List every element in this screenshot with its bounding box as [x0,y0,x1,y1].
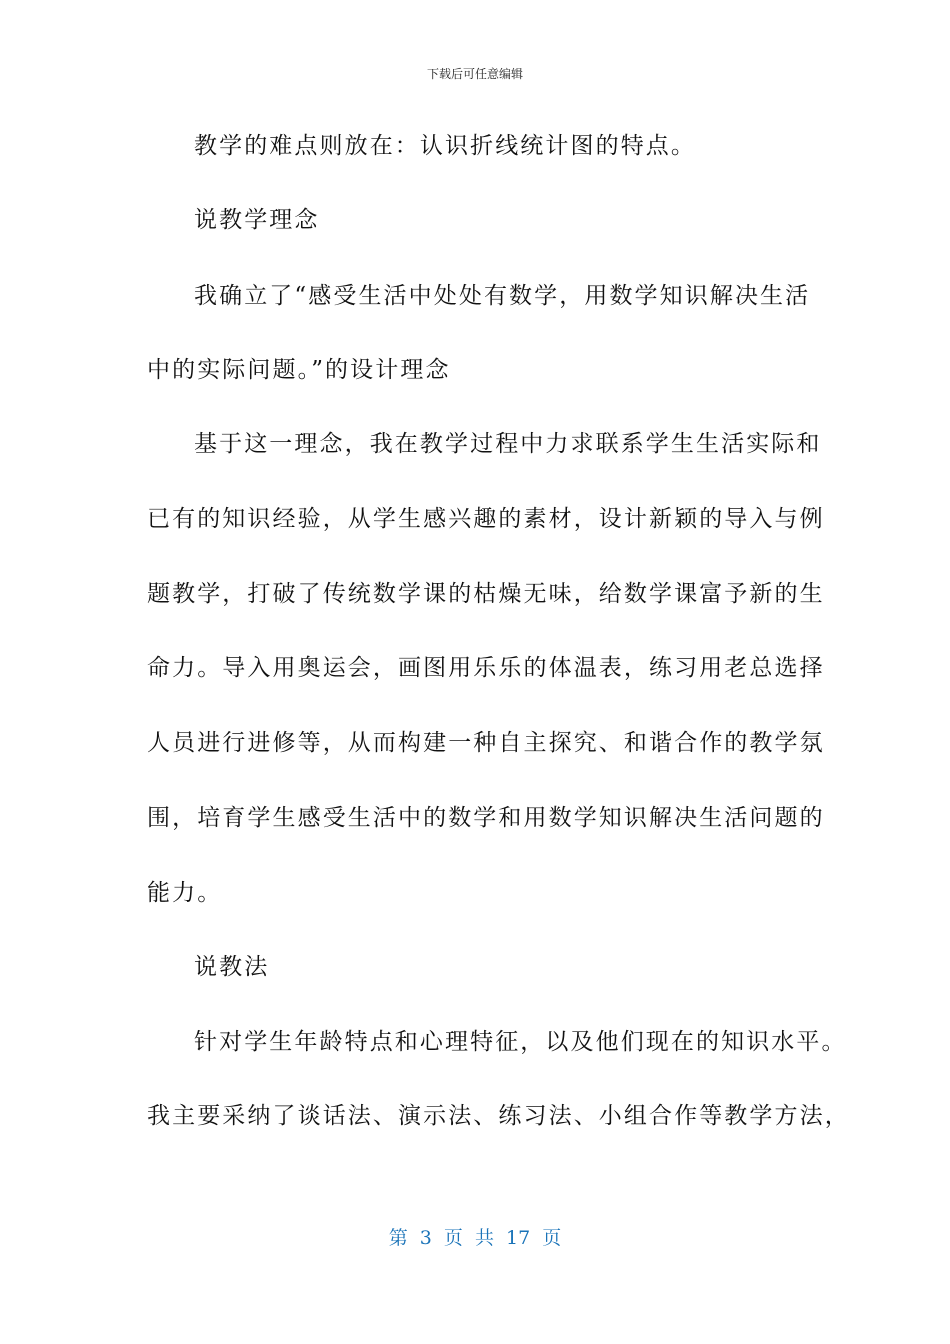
paragraph-line: 中的实际问题。”的设计理念 [147,357,451,383]
paragraph-line: 能力。 [147,880,223,906]
paragraph-line: 围，培育学生感受生活中的数学和用数学知识解决生活问题的 [147,805,825,831]
paragraph-line: 命力。导入用奥运会，画图用乐乐的体温表，练习用老总选择 [147,655,825,681]
section-heading: 说教学理念 [194,207,320,233]
paragraph-line: 我确立了“感受生活中处处有数学，用数学知识解决生活 [194,283,811,309]
page-number-footer: 第 3 页 共 17 页 [388,1227,562,1249]
section-heading: 说教法 [194,954,270,980]
paragraph-line: 针对学生年龄特点和心理特征，以及他们现在的知识水平。 [194,1029,847,1055]
paragraph-line: 人员进行进修等，从而构建一种自主探究、和谐合作的教学氛 [147,730,825,756]
paragraph-line: 已有的知识经验，从学生感兴趣的素材，设计新颖的导入与例 [147,506,825,532]
page-header: 下载后可任意编辑 [426,67,523,81]
paragraph-line: 基于这一理念，我在教学过程中力求联系学生生活实际和 [194,431,822,457]
paragraph-line: 我主要采纳了谈话法、演示法、练习法、小组合作等教学方法， [147,1103,850,1129]
paragraph-line: 题教学，打破了传统数学课的枯燥无味，给数学课富予新的生 [147,581,825,607]
paragraph-line: 教学的难点则放在：认识折线统计图的特点。 [194,133,696,159]
